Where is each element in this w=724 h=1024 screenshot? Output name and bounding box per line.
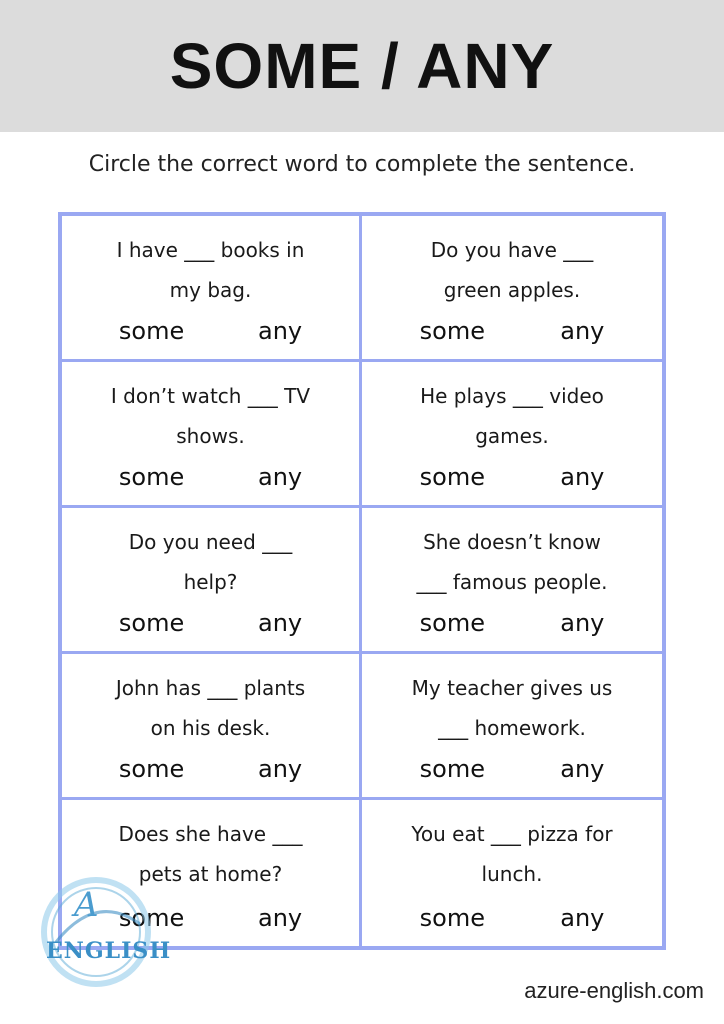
option-some[interactable]: some xyxy=(419,317,485,345)
sentence-line: my bag. xyxy=(169,278,252,302)
sentence-line: Do you have ___ xyxy=(430,238,594,262)
exercise-cell xyxy=(362,508,662,654)
sentence xyxy=(376,522,648,602)
option-any[interactable]: any xyxy=(257,904,303,932)
sentence xyxy=(76,376,345,456)
answer-options xyxy=(62,463,359,491)
sentence-line: My teacher gives us xyxy=(411,676,613,700)
sentence-line: John has ___ plants xyxy=(115,676,306,700)
sentence-line: shows. xyxy=(176,424,245,448)
website-url[interactable]: azure-english.com xyxy=(524,978,704,1003)
option-some[interactable]: some xyxy=(419,463,485,491)
answer-options xyxy=(62,755,359,783)
sentence-line: She doesn’t know xyxy=(423,530,601,554)
option-some[interactable]: some xyxy=(118,463,185,491)
sentence-line: help? xyxy=(183,570,238,594)
option-any[interactable]: any xyxy=(560,609,605,637)
answer-options xyxy=(362,904,662,932)
sentence xyxy=(376,376,648,456)
sentence-line: games. xyxy=(475,424,549,448)
sentence xyxy=(376,668,648,748)
exercise-cell xyxy=(62,216,362,362)
answer-options xyxy=(362,463,662,491)
sentence xyxy=(76,668,345,748)
option-any[interactable]: any xyxy=(560,755,605,783)
sentence-line: I don’t watch ___ TV xyxy=(110,384,311,408)
page-title: SOME / ANY xyxy=(169,30,555,102)
sentence-line: Does she have ___ xyxy=(118,822,303,846)
sentence-line: lunch. xyxy=(481,862,543,886)
sentence-line: ___ homework. xyxy=(438,716,586,740)
option-some[interactable]: some xyxy=(419,609,485,637)
answer-options xyxy=(362,317,662,345)
option-any[interactable]: any xyxy=(560,317,605,345)
sentence xyxy=(376,230,648,310)
option-some[interactable]: some xyxy=(419,755,485,783)
logo-letter: A xyxy=(74,885,99,925)
option-some[interactable]: some xyxy=(118,904,185,932)
answer-options xyxy=(362,755,662,783)
sentence-line: pets at home? xyxy=(138,862,283,886)
sentence-line: You eat ___ pizza for xyxy=(411,822,613,846)
answer-options xyxy=(362,609,662,637)
sentence-line: green apples. xyxy=(443,278,581,302)
option-any[interactable]: any xyxy=(560,463,605,491)
azure-english-logo-icon xyxy=(36,872,172,992)
exercise-cell xyxy=(62,654,362,800)
exercise-cell xyxy=(362,216,662,362)
exercise-cell xyxy=(362,800,662,946)
option-any[interactable]: any xyxy=(257,609,303,637)
sentence-line: on his desk. xyxy=(150,716,271,740)
answer-options xyxy=(62,609,359,637)
exercise-cell xyxy=(362,654,662,800)
logo-word: ENGLISH xyxy=(46,938,172,964)
option-some[interactable]: some xyxy=(118,755,185,783)
exercise-cell xyxy=(362,362,662,508)
option-some[interactable]: some xyxy=(118,317,185,345)
option-some[interactable]: some xyxy=(419,904,485,932)
option-some[interactable]: some xyxy=(118,609,185,637)
sentence-line: Do you need ___ xyxy=(128,530,293,554)
answer-options xyxy=(62,317,359,345)
sentence-line: ___ famous people. xyxy=(416,570,608,594)
sentence-line: He plays ___ video xyxy=(420,384,604,408)
option-any[interactable]: any xyxy=(257,463,303,491)
option-any[interactable]: any xyxy=(257,755,303,783)
sentence xyxy=(76,230,345,310)
sentence-line: I have ___ books in xyxy=(116,238,305,262)
exercise-cell xyxy=(62,508,362,654)
sentence xyxy=(376,814,648,894)
instruction-text: Circle the correct word to complete the sentence. xyxy=(88,152,636,177)
title-banner xyxy=(0,0,724,132)
sentence xyxy=(76,522,345,602)
exercise-cell xyxy=(62,362,362,508)
option-any[interactable]: any xyxy=(560,904,605,932)
option-any[interactable]: any xyxy=(257,317,303,345)
exercise-grid xyxy=(58,212,666,950)
